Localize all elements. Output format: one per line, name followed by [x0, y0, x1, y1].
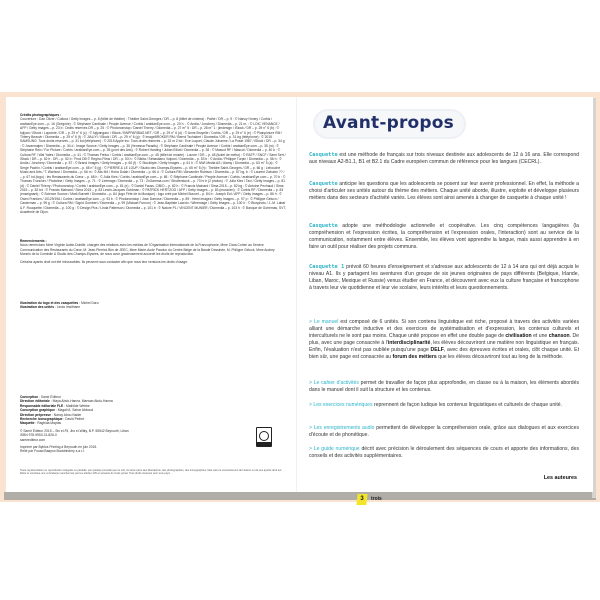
- binder: Relié par Fouad Baayno Bookbindery s.a.r.l.: [20, 449, 85, 454]
- team-label: Conception graphique: [20, 408, 55, 413]
- paragraph-text: prévoit 60 heures d'enseignement et s'adresse aux adolescents de 12 à 14 ans qui ont déjà acquis le niveau A1. Ils y partagent les aventures d'un groupe de six jeunes originaires de pays différents (Belgique, Irlande, Liban, Maroc, Mexique et Russie) venus étudier en France, et découvrent avec eux la culture française et francophone à travers leur vie quotidienne et leur vie scolaire, leurs intérêts et leurs questionnements.: [309, 264, 579, 291]
- bold-term: DELF: [430, 346, 444, 353]
- brand-name-level: Casquette 1: [309, 264, 345, 270]
- paragraph-text: adopte une méthodologie actionnelle et coopérative. Les cinq compétences langagières (la compréhension et l'expression écrites, la compréhension et l'expression orales, l'interaction) sont au service de la communication, notamment entre élèves. Ensemble, les élèves vont apprendre la langue, mais aussi apprendre à en faire un outil pour réaliser des projets communs.: [309, 223, 579, 250]
- guide-link: > Le guide numérique: [309, 446, 360, 452]
- team-label: Maquette: [20, 421, 35, 426]
- bold-term: civilisation: [505, 332, 532, 339]
- team-value: Raghida Maytas: [37, 421, 62, 426]
- thanks-text: Nous remercions Mme Virginie Aubin-Dubille, chargée des relations avec les médias de l'Organisation internationale de la Francophonie, Mme Clara Cohen au Service Communication des Restaurants du Cœur, M. Jean-Pierrick Bim de JEEC, Mme Marie-Aude Paoduo du Centre Belge de la Bande Dessinée, M. Philippe Geluck, Mme Audrey Monnin de la Comédie & Studio des Champs-Elysées, de nous avoir gracieusement accordé les droits de reproduction.: [20, 243, 275, 257]
- page-shadow-bottom: [4, 492, 596, 500]
- paragraph-intro: [309, 152, 579, 166]
- team-label: Direction éditoriale: [20, 399, 50, 404]
- bold-term: chanson: [548, 332, 570, 339]
- copyright-notice: Toute représentation ou reproduction intégrale ou partielle, par quelque procédé que ce soit, du texte et/ou des illustrations, des photographies, des iconographies, faite sans le consentement de l'auteur ou de ses ayants droit est illicite et constitue une contrefaçon sanctionnée par les articles 425 et suivants du Code pénal. Tous droits réservés pour tous pays.: [20, 469, 282, 476]
- right-page: [297, 97, 593, 502]
- paragraph-level: [309, 264, 579, 292]
- team-row: Responsable éditoriale FLE : Mathilde Webbe: [20, 403, 90, 408]
- website: samirediteur.com: [20, 437, 46, 442]
- paragraph-method: [309, 223, 579, 251]
- pefc-bar: [257, 442, 271, 446]
- paragraph-text: est composé de 6 unités. Si son contenu linguistique est riche, proposé à travers des activités variées alliant une démarche inductive et des exercices de systématisation et d'expression, les contenus culturels et interculturels ne le sont pas moins. Chaque unité propose en effet une double page de: [309, 319, 579, 339]
- isbn: ISBN 978-9953-31-826-0: [20, 433, 57, 438]
- team-label: Recherche iconographique: [20, 417, 63, 422]
- printer: Imprimé par Byblos Printing à Beyrouth en juin 2015.: [20, 445, 98, 450]
- illustration-logo-label: Illustration du logo et des casquettes: [20, 301, 79, 305]
- team-row: Recherche iconographique : David Peifort: [20, 417, 85, 422]
- team-value: Nancy Abou Nader: [53, 412, 82, 417]
- credits-heading: Crédits photographiques :: [20, 113, 62, 117]
- paragraph-text: et une: [531, 332, 549, 339]
- team-credits: [20, 395, 286, 454]
- pefc-circle: [259, 431, 269, 441]
- paragraph-manual: [309, 319, 579, 360]
- illustration-units-value: Linda Imsithane: [56, 305, 81, 310]
- bold-term: interdisciplinarité: [387, 339, 431, 346]
- brand-name: Casquette: [309, 152, 338, 158]
- team-row: Direction éditoriale : Maya Abdo-Hanna, Marwan Abdo-Hanna: [20, 399, 113, 404]
- paragraph-text: . De plus, avec une page consacrée à l': [309, 332, 579, 346]
- page-number-tab: [356, 494, 367, 505]
- team-value: Samir Éditeur: [40, 395, 61, 399]
- team-label: Responsable éditoriale FLE: [20, 403, 64, 408]
- paragraph-text: reprennent de façon ludique les contenus linguistiques et culturels de chaque unité.: [372, 402, 563, 408]
- page-number-word: trois: [371, 496, 382, 502]
- brand-name: Casquette: [309, 181, 338, 187]
- rights-notice: Certains ayants droit ont été introuvables. Ils peuvent nous contacter afin que nous leur versions les droits d'usage.: [20, 259, 188, 264]
- team-row: Direction prépresse : Nancy Abou Nader: [20, 412, 82, 417]
- workbook-link: > Le cahier d'activités: [309, 380, 359, 386]
- paragraph-text: , avec des épreuves écrites et orales, clôt chaque unité. Et bien sûr, une page est consacrée au: [309, 346, 579, 360]
- manual-link: > Le manuel: [309, 319, 339, 325]
- paragraph-text: est une méthode de français sur trois niveaux destinée aux adolescents de 12 à 16 ans. Elle correspond aux niveaux A2-B1.1, B1 et B2.1 du Cadre européen commun de référence pour les langues (CECRL).: [309, 152, 579, 165]
- paragraph-digital-exercises: [309, 402, 579, 409]
- audio-link: > Les enregistrements audio: [309, 425, 375, 431]
- thanks-heading: Remerciements :: [20, 239, 47, 243]
- book-spread: [0, 92, 600, 502]
- paragraph-text: permet de travailler de façon plus approfondie, en classe ou à la maison, les éléments abordés dans le manuel dont il suit la structure et les contenus.: [309, 380, 579, 393]
- acknowledgements: [20, 239, 286, 264]
- digital-exercises-link: > Les exercices numériques: [309, 402, 373, 408]
- photo-credits: [20, 113, 286, 214]
- paragraph-text: permettent de développer la compréhension orale, grâce aux dialogues et aux exercices d'écoute et de phonétique.: [309, 425, 579, 438]
- team-row: Conception graphique : Magali A. Sahar Abboud: [20, 408, 94, 413]
- paragraph-text: anticipe les questions que les adolescents se posent sur leur avenir professionnel. En effet, la méthode a choisi d'articuler ses unités autour du thème des métiers. Chaque unité aborde, illustre, exploite et développe plusieurs métiers dans des secteurs d'activité variés. Les élèves sont ainsi amenés à changer de casquette à chaque unité !: [309, 181, 579, 201]
- team-label: Conception: [20, 395, 39, 399]
- team-row: Maquette : Raghida Maytas: [20, 421, 62, 426]
- credits-text: Couverture : Dan Oliver / Cultura / Getty Images – p. 8 (billet de théâtre) : Théâtre Saint-Georges / DR – p. 8 (billet de cinéma) : Pathé / DR – p. 9 : © Nancy Honey / Corbis / arabianEye.com – p. 16 (Grégoire) : © Stéphane Cardinale / People Avenue / Corbis / arabianEye.com – p. 20 h. : © Andia / Jonchery / Diomedia – p. 21 m. : © LOIC VENANCE / AFP / Getty Images – p. 23 b : Droits réservés DR – p. 25 : © Photononstop / Daniel Thierry / Diomedia – p. 27 m° 5 : DR – p. 28 m° 1 : jimdesign / iStock / DR – p. 29 n° 6 (b) : © fujiyan / iStock / Lapointe / DR – p. 29 n° 6 (c) : © fujiyangaro / iStock / BNPPARIBAS.NET / DR – p. 29 n° 6 (d) : © Anne Bruyelle / Corbis / DR – p. 29 n° 6 (e) : © Plainpicture RM / Thierry Beauvir / Diomedia – p. 29 n° 6 (f) : © JIALIYI / iStock / DR – p. 29 n° 6 (g) : © imageBROKER RM / Bernd Tschakert / Diomedia / DR – p. 31 bg (téléphone) : © 2015 SAMSUNG. Tous droits réservés – p. 31 bd (téléphone) : © 2015 Apple Inc. Tous droits réservés – p. 32 m 2 bd : Eve Luquet, Claude Juhanne / La Poste 1987 / iStock / DR – p. 34 g : © Jovanmajen / Diomedia – p. 34 d : Image Source / Getty Images – p. 35 (Venessa Paradis) : © Stéphane Cardinale / People Avenue / Corbis / arabianEye.com – p. 35 (m) : © Stéphane Reix / For Picture / Corbis / arabianEye.com – p. 35 (pont des Arts) : © Robert Harding / Julian Elliott / Diomedia – p. 38 : © Mascot RF / Mascot / Diomedia – p. 40 b : © Cultura RF / Wal Yates / Diomedia – p. 41 : © Thomas Frelus / Corbis / arabianEye.com – p. 45 (billet de musée) : Louvre / DR – p. 48 (ticket de métro) : © RATP / SNCF / Sami Sert / iStock / DR – p. 52 h : DR – p. 52 b : Prod DB © Regino Films / DR – p. 53 h : © Nikita / Sebastiano Volponi / Diomedia – p. 53 b : © Andia / Philippe Turpin / Diomedia – p. 56 h : © Andia / Jonchery / Diomedia – p. 57 : © Brand Images / Getty Images – p. 60 (f) : © Stockbyte / Getty Images – p. 61 h : © NWI Media AS / Alamy / Diomedia – p. 63 m° 5 (a) : © Serge Pachin / Corbis / arabianEye.com – p. 65 n° 5 (g) : © PIERRE & LE LOUP / Studio des Champs-Elysées – p. 65 m° 5 (h) : Théâtre Saint-Georges / DR – p. 66 g : Lebouché Music and Arts / T. Warhout / Diomedia – p. 66 m : © Alis M4 / Hoha Dolab / Diomedia – p. 66 d : © Cultura RM / Alexander Rubtsov / Diomedia – p. 67 hg, b : © Laurent Zabulon ?? / – p. 67 hd (logo) : les Restaurants du Cœur – p. 68 h : © Julia Kies / Corbis / arabianEye.com – p. 68 : © Stéphane Cardinale / People Avenue / Corbis / arabianEye.com – p. 70 b : © Thomas Truncher / Photoline / Getty Images – p. 71 : © Leemage / Diomedia – p. 73 : ZxGamma.com / Shutterstock – p. 73 hr b (2 photos) : © Julia Kies / Taxi / Getty Images – p. 81 (d) : © Daniel Thierry / Photononstop / Corbis / arabianEye.com – p. 81 (e) : © Daniel Fauss, CIBIO – p. 82 h : © Francis Mainard / Sima 2015 – p. 82 bg : © Antoine Pechaud / Sima 2015 – p. 82 bd : © Francis Mainard / Sima 2015 – p. 83 Lewin-Jacques Goldman : © PATRICK HERTZOG / AFP / Getty Images – p. 83 (musicien) : © Corbis RF / Diomedia – p. 83 (enseignant) : © Science Source / Mark Burnett / Diomedia – p. 84 (logo Fête de la Musique) : logo créé par Michel Bouvet – p. 84 b : Joseph Eid / AFP / Getty Images – p. 86 h : © Owen Franken / 10129/19A / Corbis / arabianEye.com – p. 93 b : © Photononstop / Jose Darrose / Diomedia – p. 89 : Hemi Images / Getty Images – p. 97 p : © Philippe Gelucn / Casterman – p. 99 g : © Cultura RM / Sigrid Gombert / Diomedia – p. 99 (Mickael Furnon) : © Jean-Baptiste Lacroix / Wireimage / Getty Images – p. 100 h : © Biosphoto / J.-M. Labat & F. Rouquette / Diomedia – p. 100 g : © Design Pics / Linda Patterson / Diomedia – p. 101 b : © Nature PL / VINCENT MUNIER / Diomedia – p. 103 h : © Banque de Gohemas, SVT, Académie de Dijon.: [20, 117, 286, 214]
- signoff: Les auteures: [543, 475, 577, 481]
- pefc-certification-icon: [256, 427, 272, 447]
- paragraph-guide: [309, 446, 579, 460]
- bold-term: forum des métiers: [392, 353, 437, 360]
- paragraph-audio: [309, 425, 579, 439]
- team-value: Mathilde Webbe: [66, 403, 90, 408]
- team-value: Magali A. Sahar Abboud: [57, 408, 94, 413]
- page-title: Avant-propos: [323, 113, 454, 133]
- team-row: Conception : Samir Éditeur: [20, 395, 61, 399]
- publisher-address: © Samir Éditeur 2015 – Sin el-Fil, Jisr el-Wâty, B.P. 55542 Beyrouth, Liban: [20, 428, 129, 433]
- paragraph-workbook: [309, 380, 579, 394]
- page-number: 3: [360, 496, 364, 502]
- illustration-units-label: Illustration des unités: [20, 305, 55, 310]
- illustration-credits: Illustration du logo et des casquettes : Michel Daru Illustration des unités : Linda Imsithane: [20, 301, 99, 310]
- team-label: Direction prépresse: [20, 412, 51, 417]
- paragraph-text: décrit avec précision le déroulement des séquences de cours et apporte des informations, des conseils et des activités supplémentaires.: [309, 446, 579, 459]
- illustration-logo-value: Michel Daru: [81, 301, 99, 305]
- brand-name: Casquette: [309, 223, 338, 229]
- left-page: [6, 97, 297, 492]
- paragraph-careers: [309, 181, 579, 202]
- paragraph-text: , les élèves découvriront une matière non linguistique en français. Enfin, l'évaluation n'est pas oubliée puisqu'une page: [309, 339, 579, 353]
- team-value: David Peifort: [65, 417, 85, 422]
- team-value: Maya Abdo-Hanna, Marwan Abdo-Hanna: [52, 399, 113, 404]
- title-badge: [315, 111, 464, 137]
- paragraph-text: que les élèves découvriront tout au long de la méthode.: [436, 353, 564, 360]
